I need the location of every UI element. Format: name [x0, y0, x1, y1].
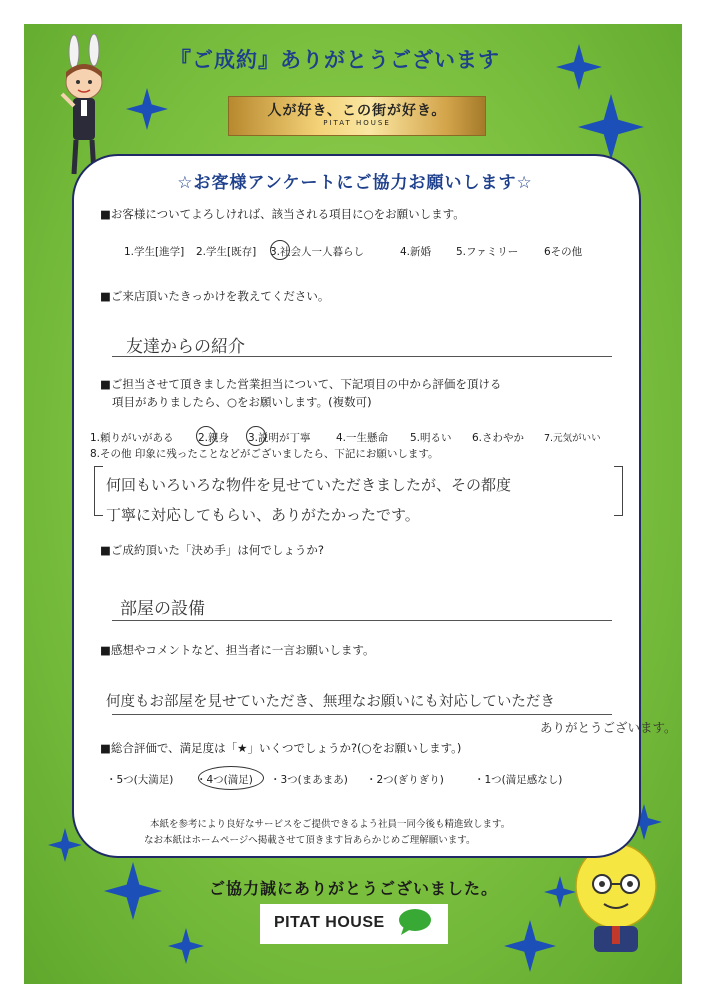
option-reliable[interactable]: 1.頼りがいがある	[90, 432, 174, 444]
option-energetic[interactable]: 7.元気がいい	[544, 433, 601, 444]
selected-circle-mark	[246, 426, 266, 446]
option-family[interactable]: 5.ファミリー	[456, 246, 519, 258]
star-icon	[578, 94, 644, 160]
left-bracket	[94, 466, 103, 516]
star-icon	[504, 920, 556, 972]
option-four-stars[interactable]: ・4つ(満足)	[196, 774, 253, 786]
answer-line	[112, 620, 612, 621]
answer-deciding-factor: 部屋の設備	[120, 599, 205, 619]
logo-text: PITAT HOUSE	[274, 914, 385, 931]
option-newlywed[interactable]: 4.新婚	[400, 246, 432, 258]
answer-impression-line2: 丁寧に対応してもらい、ありがたかったです。	[106, 506, 420, 524]
answer-impression-line1: 何回もいろいろな物件を見せていただきましたが、その都度	[106, 476, 512, 494]
question-staff-rating-line2: 項目がありましたら、○をお願いします。(複数可)	[112, 395, 372, 409]
closing-thanks: ご協力誠にありがとうございました。	[208, 879, 498, 898]
star-icon	[168, 928, 204, 964]
question-satisfaction: ■総合評価で、満足度は「★」いくつでしょうか?(○をお願いします。)	[100, 741, 462, 755]
option-other[interactable]: 6その他	[544, 246, 583, 258]
star-icon	[556, 44, 602, 90]
option-hardworking[interactable]: 4.一生懸命	[336, 432, 389, 444]
option-one-star[interactable]: ・1つ(満足感なし)	[474, 774, 563, 786]
slogan-text: 人が好き、この街が好き。	[267, 103, 447, 119]
option-two-stars[interactable]: ・2つ(ぎりぎり)	[366, 774, 444, 786]
question-visit-reason: ■ご来店頂いたきっかけを教えてください。	[100, 289, 330, 303]
option-five-stars[interactable]: ・5つ(大満足)	[106, 774, 174, 786]
slogan-banner	[228, 96, 486, 136]
option-working-single[interactable]: 3.社会人一人暮らし	[270, 246, 365, 258]
survey-heading: ☆お客様アンケートにご協力お願いします☆	[177, 173, 533, 193]
option-student-entrance[interactable]: 1.学生[進学]	[124, 246, 185, 258]
option-polite-explanation[interactable]: 3.説明が丁寧	[248, 432, 311, 444]
option-cheerful[interactable]: 5.明るい	[410, 432, 452, 444]
question-customer-type: ■お客様についてよろしければ、該当される項目に○をお願いします。	[100, 207, 465, 221]
slogan-brand: PITAT HOUSE	[323, 119, 391, 127]
star-icon	[126, 88, 168, 130]
question-staff-rating-line1: ■ご担当させて頂きました営業担当について、下記項目の中から評価を頂ける	[100, 377, 502, 391]
option-student-existing[interactable]: 2.学生[既存]	[196, 246, 257, 258]
question-comments: ■感想やコメントなど、担当者に一言お願いします。	[100, 643, 375, 657]
answer-comments-line2: ありがとうございます。	[540, 720, 677, 735]
notice-line2: なお本紙はホームページへ掲載させて頂きます旨あらかじめご理解願います。	[144, 835, 476, 846]
answer-line	[112, 356, 612, 357]
answer-visit-reason: 友達からの紹介	[126, 337, 245, 357]
answer-line	[112, 714, 612, 715]
option-three-stars[interactable]: ・3つ(まあまあ)	[270, 774, 348, 786]
other-impression-prompt: 8.その他 印象に残ったことなどがございましたら、下記にお願いします。	[90, 448, 439, 460]
option-refreshing[interactable]: 6.さわやか	[472, 432, 525, 444]
pitat-house-logo	[260, 904, 448, 944]
right-bracket	[614, 466, 623, 516]
notice-line1: 本紙を参考により良好なサービスをご提供できるよう社員一同今後も精進致します。	[150, 819, 511, 830]
question-deciding-factor: ■ご成約頂いた「決め手」は何でしょうか?	[100, 543, 324, 557]
speech-bubble-logo-icon	[398, 908, 432, 936]
option-caring[interactable]: 2.親身	[198, 432, 230, 444]
selected-circle-mark	[270, 240, 290, 260]
selected-circle-mark	[198, 766, 264, 790]
page-title: 『ご成約』ありがとうございます	[170, 48, 500, 72]
selected-circle-mark	[196, 426, 216, 446]
answer-comments-line1: 何度もお部屋を見せていただき、無理なお願いにも対応していただき	[106, 694, 555, 710]
